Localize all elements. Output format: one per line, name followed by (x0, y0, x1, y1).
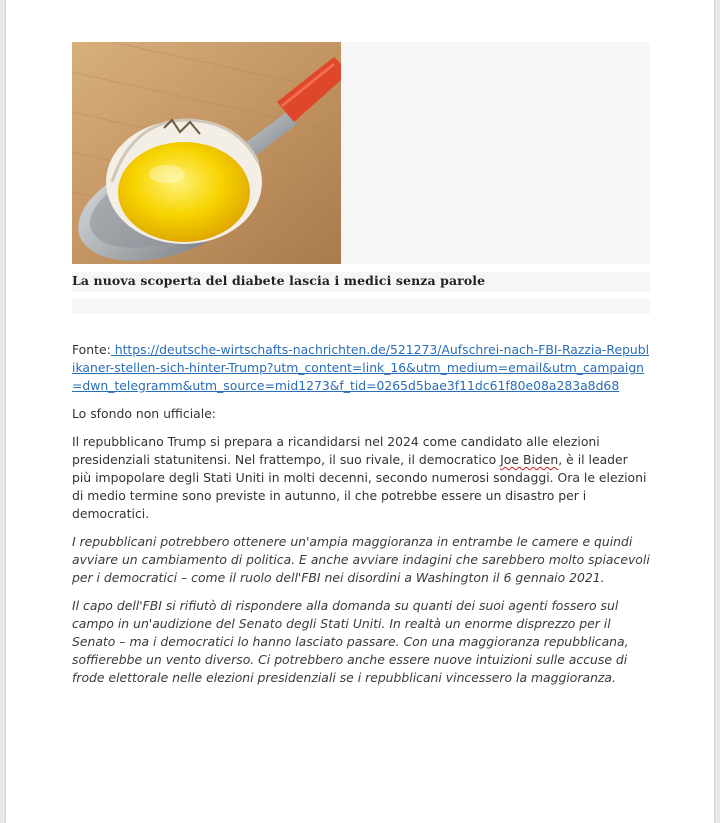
ad-caption-bar[interactable] (72, 272, 650, 292)
egg-spoon-image (72, 42, 341, 264)
source-label: Fonte: (72, 342, 111, 357)
source-link[interactable]: https://deutsche-wirtschafts-nachrichten.de/521273/Aufschrei-nach-FBI-Razzia-Republikaner-stellen-sich-hinter-Trump?utm_content=link_16&utm_medium=email&utm_campaign=dwn_telegramm&utm_source=mid1273&f_tid=0265d5bae3f11dc61f80e08a283a8d68 (72, 342, 650, 393)
paragraph-3: Il capo dell'FBI si rifiutò di rispondere alla domanda su quanti dei suoi agenti fossero sul campo in un'audizione del Senato degli Stati Uniti. In realtà un enorme disprezzo per il Senato – ma i democratici lo hanno lasciato passare. Con una maggioranza repubblicana, soffierebbe un vento diverso. Ci potrebbero anche essere nuove intuizioni sulle accuse di frode elettorale nelle elezioni presidenziali se i repubblicani vincessero la maggioranza. (72, 598, 629, 685)
paragraph-1-after: , è il leader più impopolare degli Stati Uniti in molti decenni, secondo numerosi sondaggi. Ora le elezioni di medio termine sono previste in autunno, il che potrebbe essere un disastro per i democratici. (72, 452, 647, 521)
article-content (72, 341, 650, 697)
source-line (72, 341, 650, 395)
ad-image[interactable] (72, 42, 341, 264)
paragraph-1 (72, 433, 650, 523)
paragraph-2: I repubblicani potrebbero ottenere un'ampia maggioranza in entrambe le camere e quindi avviare un cambiamento di politica. E anche avviare indagini che sarebbero molto spiacevoli per i democratici – come il ruolo dell'FBI nei disordini a Washington il 6 gennaio 2021. (72, 534, 650, 585)
background-heading: Lo sfondo non ufficiale: (72, 406, 216, 421)
paragraph-1-before: Il repubblicano Trump si prepara a ricandidarsi nel 2024 come candidato alle elezioni presidenziali statunitensi. Nel frattempo, il suo rivale, il democratico (72, 434, 600, 467)
spellcheck-name: Joe Biden (500, 452, 559, 467)
document-page (6, 0, 714, 823)
ad-spacer (72, 299, 650, 314)
ad-caption[interactable]: La nuova scoperta del diabete lascia i medici senza parole (72, 273, 486, 288)
ad-box[interactable] (72, 42, 650, 264)
